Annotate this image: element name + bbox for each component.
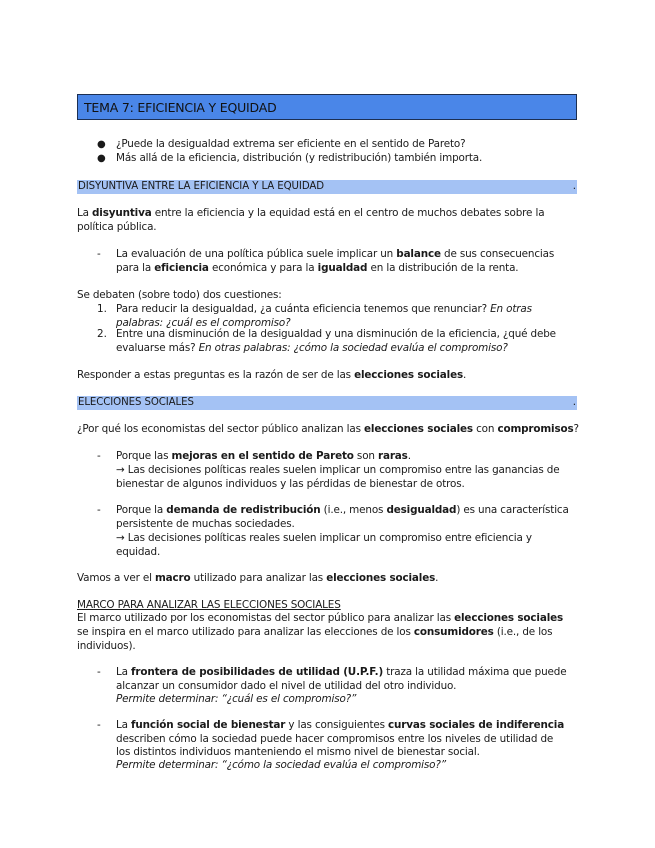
- paragraph: La disyuntiva entre la eficiencia y la equidad está en el centro de muchos debates sobre la: [77, 207, 545, 219]
- intro-bullet-1: ¿Puede la desigualdad extrema ser eficiente en el sentido de Pareto?: [116, 138, 466, 150]
- section-heading-elecciones: [77, 396, 577, 410]
- section-heading-text: DISYUNTIVA ENTRE LA EFICIENCIA Y LA EQUIDAD: [78, 181, 324, 192]
- intro-bullet-2: Más allá de la eficiencia, distribución (y redistribución) también importa.: [116, 152, 483, 164]
- list-number: 2.: [97, 328, 107, 340]
- bullet-icon: ●: [97, 139, 106, 150]
- list-item: Porque las mejoras en el sentido de Pareto son raras.: [116, 450, 411, 462]
- list-item-line: describen cómo la sociedad puede hacer compromisos entre los niveles de utilidad de: [116, 733, 554, 745]
- paragraph: Responder a estas preguntas es la razón de ser de las elecciones sociales.: [77, 369, 467, 381]
- dash-marker: -: [97, 248, 101, 260]
- list-item: La función social de bienestar y las consiguientes curvas sociales de indiferencia: [116, 719, 565, 731]
- list-item-line: persistente de muchas sociedades.: [116, 518, 295, 530]
- section-heading-trail: .: [572, 181, 576, 192]
- page-title: TEMA 7: EFICIENCIA Y EQUIDAD: [84, 100, 277, 115]
- paragraph-line: individuos).: [77, 640, 136, 652]
- list-item-line: equidad.: [116, 546, 161, 558]
- paragraph: El marco utilizado por los economistas del sector público para analizar las elecciones sociales: [77, 612, 564, 624]
- question-1-line: palabras: ¿cuál es el compromiso?: [116, 317, 291, 329]
- subsection-heading: MARCO PARA ANALIZAR LAS ELECCIONES SOCIALES: [77, 599, 341, 611]
- question-1: Para reducir la desigualdad, ¿a cuánta eficiencia tenemos que renunciar? En otras: [116, 303, 532, 315]
- list-item-line: los distintos individuos manteniendo el mismo nivel de bienestar social.: [116, 746, 480, 758]
- bullet-icon: ●: [97, 153, 106, 164]
- list-item-line: para la eficiencia económica y para la igualdad en la distribución de la renta.: [116, 262, 519, 274]
- list-item-line: bienestar de algunos individuos y las pérdidas de bienestar de otros.: [116, 478, 465, 490]
- question-2: Entre una disminución de la desigualdad y una disminución de la eficiencia, ¿qué debe: [116, 328, 556, 340]
- paragraph-line: se inspira en el marco utilizado para analizar las elecciones de los consumidores (i.e., de los: [77, 626, 553, 638]
- list-item-line: → Las decisiones políticas reales suelen implicar un compromiso entre las ganancias de: [116, 464, 560, 476]
- section-heading-text: ELECCIONES SOCIALES: [78, 397, 194, 408]
- dash-marker: -: [97, 450, 101, 462]
- dash-marker: -: [97, 719, 101, 731]
- paragraph: Se debaten (sobre todo) dos cuestiones:: [77, 289, 282, 301]
- list-item: La frontera de posibilidades de utilidad (U.P.F.) traza la utilidad máxima que puede: [116, 666, 567, 678]
- list-item-line: Permite determinar: “¿cuál es el compromiso?”: [116, 693, 357, 705]
- paragraph: Vamos a ver el macro utilizado para analizar las elecciones sociales.: [77, 572, 439, 584]
- question-2-line: evaluarse más? En otras palabras: ¿cómo la sociedad evalúa el compromiso?: [116, 342, 508, 354]
- section-heading-trail: .: [572, 397, 576, 408]
- list-item: La evaluación de una política pública suele implicar un balance de sus consecuencias: [116, 248, 555, 260]
- dash-marker: -: [97, 666, 101, 678]
- paragraph-line: política pública.: [77, 221, 157, 233]
- section-heading-disyuntiva: [77, 180, 577, 194]
- list-number: 1.: [97, 303, 107, 315]
- list-item-line: alcanzar un consumidor dado el nivel de utilidad del otro individuo.: [116, 680, 457, 692]
- list-item-line: Permite determinar: “¿cómo la sociedad evalúa el compromiso?”: [116, 759, 446, 771]
- title-box: [77, 94, 577, 120]
- list-item: Porque la demanda de redistribución (i.e., menos desigualdad) es una característica: [116, 504, 569, 516]
- list-item-line: → Las decisiones políticas reales suelen implicar un compromiso entre eficiencia y: [116, 532, 532, 544]
- paragraph: ¿Por qué los economistas del sector público analizan las elecciones sociales con compromisos?: [77, 423, 579, 435]
- dash-marker: -: [97, 504, 101, 516]
